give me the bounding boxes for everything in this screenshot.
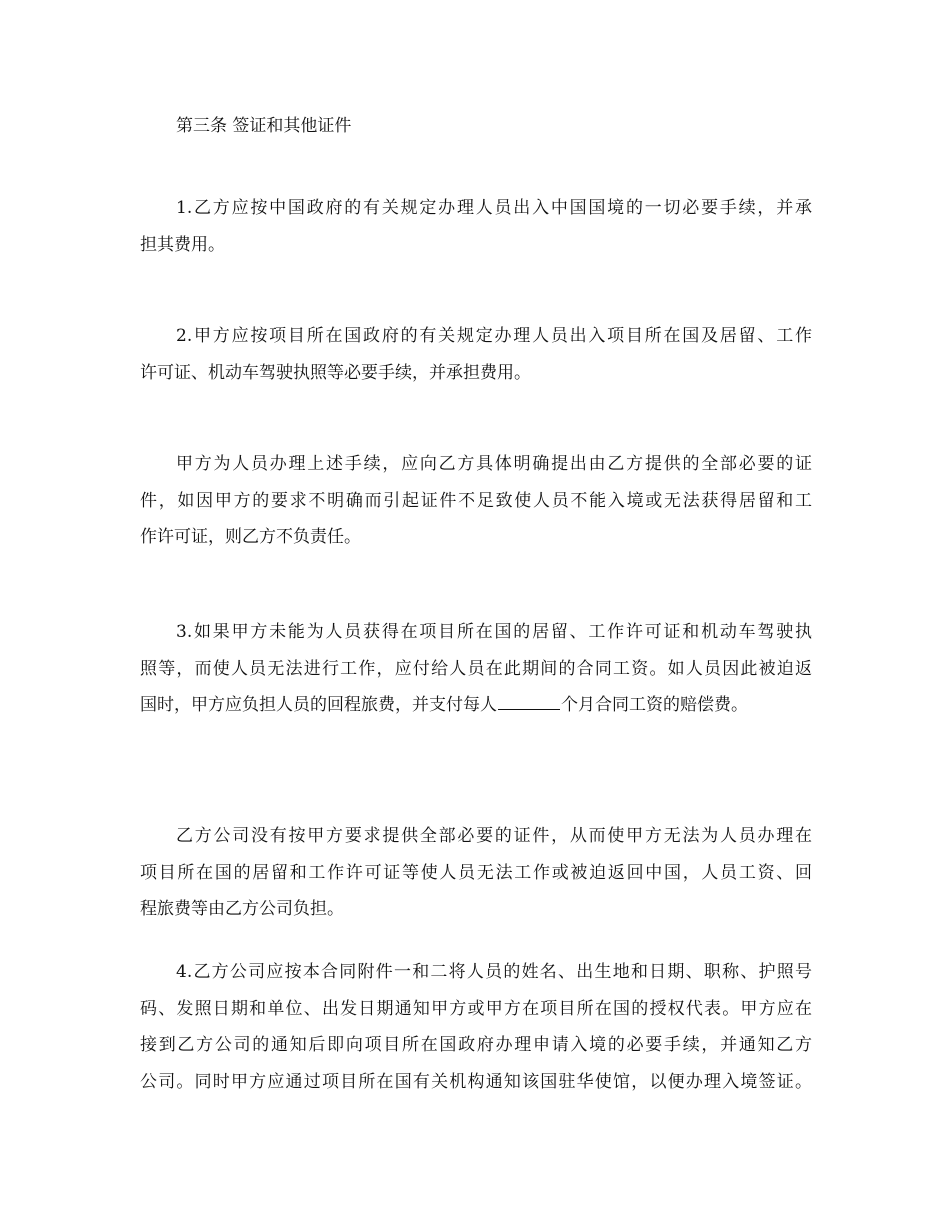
paragraph-3 (140, 446, 812, 556)
paragraph-4-line-3 (140, 687, 812, 724)
paragraph-6-line-4: 公司。同时甲方应通过项目所在国有关机构通知该国驻华使馆，以便办理入境签证。 (140, 1071, 812, 1092)
paragraph-4-line-1: 3.如果甲方未能为人员获得在项目所在国的居留、工作许可证和机动车驾驶执 (176, 622, 812, 642)
paragraph-5-line-3: 程旅费等由乙方公司负担。 (140, 899, 344, 919)
paragraph-4-line-2: 照等，而使人员无法进行工作，应付给人员在此期间的合同工资。如人员因此被迫返 (140, 658, 812, 679)
paragraph-6-line-1: 4.乙方公司应按本合同附件一和二将人员的姓名、出生地和日期、职称、护照号 (176, 962, 812, 982)
paragraph-6-line-2: 码、发照日期和单位、出发日期通知甲方或甲方在项目所在国的授权代表。甲方应在 (140, 998, 812, 1019)
paragraph-3-line-1: 甲方为人员办理上述手续，应向乙方具体明确提出由乙方提供的全部必要的证 (176, 454, 812, 474)
paragraph-3-line-3: 作许可证，则乙方不负责任。 (140, 527, 361, 547)
paragraph-2 (140, 318, 812, 391)
paragraph-6-line-3: 接到乙方公司的通知后即向项目所在国政府办理申请入境的必要手续，并通知乙方 (140, 1035, 812, 1055)
paragraph-4 (140, 614, 812, 724)
paragraph-5 (140, 818, 812, 928)
paragraph-4-line-3-text-after: 个月合同工资的赔偿费。 (561, 695, 748, 715)
paragraph-3-line-2: 件，如因甲方的要求不明确而引起证件不足致使人员不能入境或无法获得居留和工 (140, 490, 812, 511)
paragraph-5-line-1: 乙方公司没有按甲方要求提供全部必要的证件，从而使甲方无法为人员办理在 (176, 826, 812, 846)
paragraph-1 (140, 190, 812, 263)
paragraph-4-line-3-text-before: 国时，甲方应负担人员的回程旅费，并支付每人 (140, 695, 497, 715)
article-heading: 第三条 签证和其他证件 (176, 116, 352, 136)
paragraph-5-line-2: 项目所在国的居留和工作许可证等使人员无法工作或被迫返回中国，人员工资、回 (140, 862, 812, 883)
paragraph-1-line-1: 1.乙方应按中国政府的有关规定办理人员出入中国国境的一切必要手续，并承 (176, 198, 812, 218)
paragraph-2-line-1: 2.甲方应按项目所在国政府的有关规定办理人员出入项目所在国及居留、工作 (176, 326, 812, 346)
paragraph-1-line-2: 担其费用。 (140, 234, 225, 255)
fill-in-blank-months (498, 693, 560, 710)
paragraph-2-line-2: 许可证、机动车驾驶执照等必要手续，并承担费用。 (140, 362, 531, 383)
paragraph-6 (140, 954, 812, 1100)
